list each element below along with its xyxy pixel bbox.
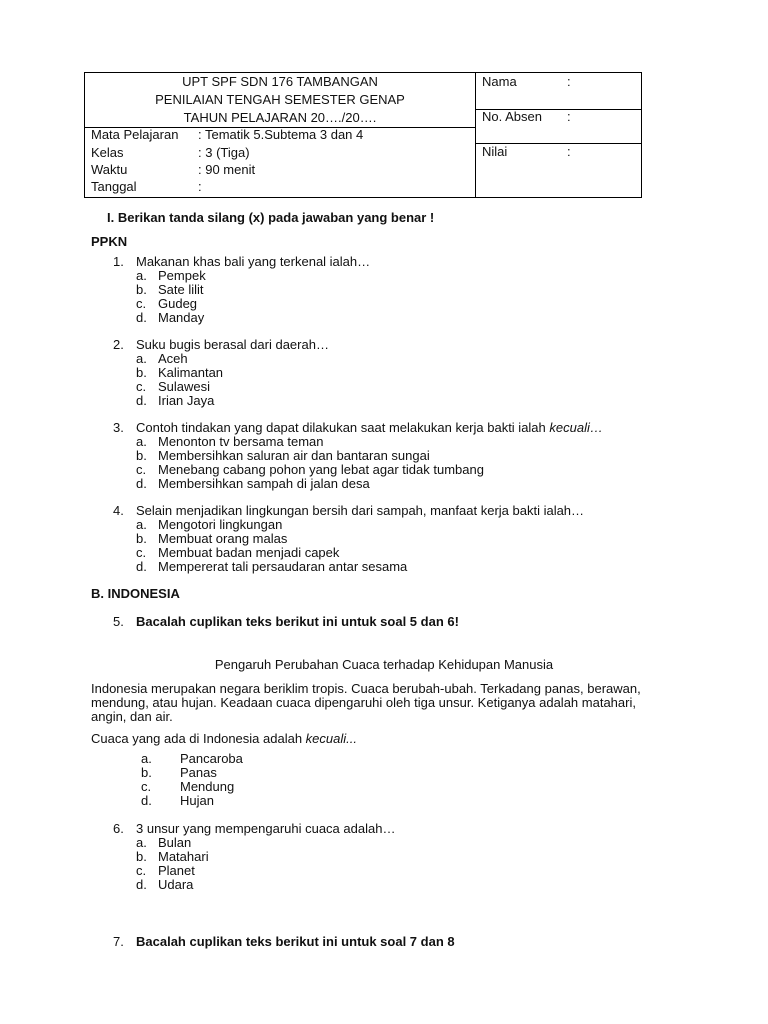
question-2-text: Suku bugis berasal dari daerah…	[136, 337, 329, 352]
option: d. Manday	[136, 310, 205, 325]
field-label-subject: Mata Pelajaran	[91, 127, 179, 142]
field-value-name: :	[567, 74, 571, 89]
option: d. Irian Jaya	[136, 393, 215, 408]
field-value-subject: : Tematik 5.Subtema 3 dan 4	[198, 127, 364, 142]
field-value-absen: :	[567, 109, 571, 124]
option: a. Bulan	[136, 835, 192, 850]
question-1-text: Makanan khas bali yang terkenal ialah…	[136, 254, 371, 269]
instruction: I. Berikan tanda silang (x) pada jawaban yang benar !	[107, 210, 435, 225]
field-label-name: Nama	[482, 74, 517, 89]
option: a. Mengotori lingkungan	[136, 517, 283, 532]
field-value-time: : 90 menit	[198, 162, 256, 177]
question-6-number: 6.	[113, 821, 124, 836]
question-5-text: Cuaca yang ada di Indonesia adalah kecuali...	[91, 731, 357, 746]
field-label-score: Nilai	[482, 144, 508, 159]
option: b. Panas	[141, 765, 217, 780]
option: c. Menebang cabang pohon yang lebat agar tidak tumbang	[136, 462, 484, 477]
reading-line: mendung, atau hujan. Keadaan cuaca dipengaruhi oleh tiga unsur. Ketiganya adalah matahari,	[91, 695, 636, 710]
option: c. Planet	[136, 863, 195, 878]
option: d. Membersihkan sampah di jalan desa	[136, 476, 370, 491]
reading-line: angin, dan air.	[91, 709, 173, 724]
question-3-text: Contoh tindakan yang dapat dilakukan saat melakukan kerja bakti ialah kecuali…	[136, 420, 603, 435]
section-indonesia: B. INDONESIA	[91, 586, 180, 601]
question-4-number: 4.	[113, 503, 124, 518]
header-box	[84, 72, 642, 198]
option: a. Menonton tv bersama teman	[136, 434, 324, 449]
question-7-number: 7.	[113, 934, 124, 949]
option: c. Sulawesi	[136, 379, 211, 394]
option: a. Aceh	[136, 351, 188, 366]
field-label-absen: No. Absen	[482, 109, 542, 124]
field-label-time: Waktu	[91, 162, 128, 177]
option: d. Hujan	[141, 793, 214, 808]
reading-title: Pengaruh Perubahan Cuaca terhadap Kehidupan Manusia	[214, 657, 554, 672]
school-name: UPT SPF SDN 176 TAMBANGAN	[182, 74, 378, 89]
reading-line: Indonesia merupakan negara beriklim tropis. Cuaca berubah-ubah. Terkadang panas, berawan,	[91, 681, 641, 696]
field-label-date: Tanggal	[91, 179, 137, 194]
field-value-score: :	[567, 144, 571, 159]
field-value-class: : 3 (Tiga)	[198, 145, 250, 160]
question-7-instruction: Bacalah cuplikan teks berikut ini untuk soal 7 dan 8	[136, 934, 455, 949]
option: b. Sate lilit	[136, 282, 204, 297]
question-2-number: 2.	[113, 337, 124, 352]
option: a. Pempek	[136, 268, 206, 283]
question-1-number: 1.	[113, 254, 124, 269]
field-value-date: :	[198, 179, 202, 194]
option: b. Matahari	[136, 849, 209, 864]
assessment-title: PENILAIAN TENGAH SEMESTER GENAP	[155, 92, 405, 107]
question-4-text: Selain menjadikan lingkungan bersih dari sampah, manfaat kerja bakti ialah…	[136, 503, 585, 518]
option: b. Membersihkan saluran air dan bantaran sungai	[136, 448, 430, 463]
question-5-number: 5.	[113, 614, 124, 629]
question-5-instruction: Bacalah cuplikan teks berikut ini untuk soal 5 dan 6!	[136, 614, 459, 629]
option: a. Pancaroba	[141, 751, 243, 766]
field-label-class: Kelas	[91, 145, 124, 160]
header-divider-vertical	[475, 73, 476, 197]
option: b. Kalimantan	[136, 365, 224, 380]
option: c. Gudeg	[136, 296, 198, 311]
option: d. Udara	[136, 877, 194, 892]
section-ppkn: PPKN	[91, 234, 128, 249]
option: c. Membuat badan menjadi capek	[136, 545, 340, 560]
option: c. Mendung	[141, 779, 235, 794]
option: b. Membuat orang malas	[136, 531, 288, 546]
option: d. Mempererat tali persaudaran antar sesama	[136, 559, 408, 574]
question-3-number: 3.	[113, 420, 124, 435]
school-year: TAHUN PELAJARAN 20…./20….	[183, 110, 377, 125]
question-6-text: 3 unsur yang mempengaruhi cuaca adalah…	[136, 821, 396, 836]
